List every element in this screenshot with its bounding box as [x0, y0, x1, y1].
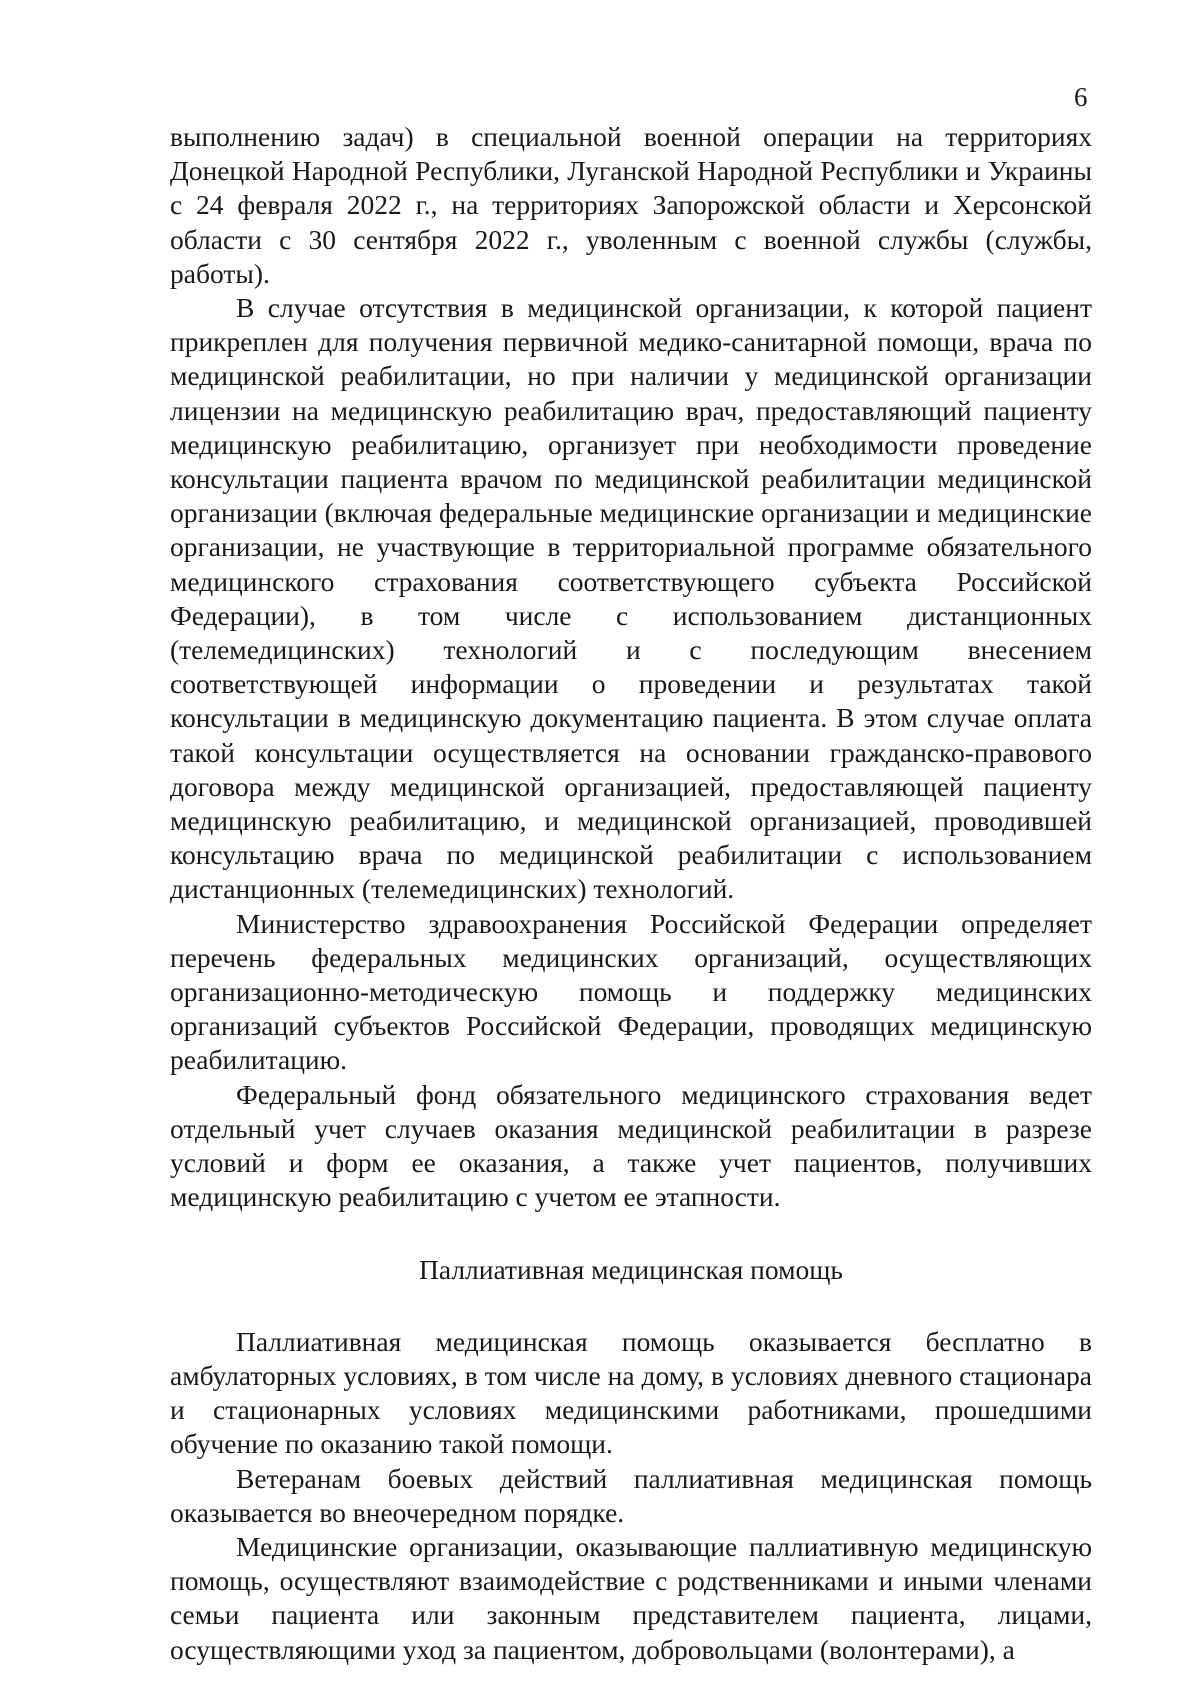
- page-number: 6: [1074, 82, 1088, 112]
- paragraph-palliative-interaction: Медицинские организации, оказывающие паллиативную медицинскую помощь, осуществляют взаимодействие с родственниками и иными членами семьи пациента или законным представителем пациента, лицами, осуществляющими уход за пациентом, добровольцами (волонтерами), а: [170, 1530, 1092, 1665]
- paragraph-ffoms-accounting: Федеральный фонд обязательного медицинского страхования ведет отдельный учет случаев оказания медицинской реабилитации в разрезе условий и форм ее оказания, а также учет пациентов, получивших медицинскую реабилитацию с учетом ее этапности.: [170, 1078, 1092, 1213]
- paragraph-palliative-veterans: Ветеранам боевых действий паллиативная медицинская помощь оказывается во внеочередном порядке.: [170, 1462, 1092, 1528]
- paragraph-palliative-free: Паллиативная медицинская помощь оказывается бесплатно в амбулаторных условиях, в том числе на дому, в условиях дневного стационара и стационарных условиях медицинскими работниками, прошедшими обучение по оказанию такой помощи.: [170, 1325, 1092, 1460]
- section-heading: Паллиативная медицинская помощь: [419, 1253, 843, 1285]
- document-body: [170, 120, 1092, 1667]
- paragraph-ministry-list: Министерство здравоохранения Российской Федерации определяет перечень федеральных медицинских организаций, осуществляющих организационно-методическую помощь и поддержку медицинских организаций субъектов Российской Федерации, проводящих медицинскую реабилитацию.: [170, 907, 1092, 1076]
- paragraph-telemedicine-consultation: В случае отсутствия в медицинской организации, к которой пациент прикреплен для получения первичной медико-санитарной помощи, врача по медицинской реабилитации, но при наличии у медицинской организации лицензии на медицинскую реабилитацию врач, предоставляющий пациенту медицинскую реабилитацию, организует при необходимости проведение консультации пациента врачом по медицинской реабилитации медицинской организации (включая федеральные медицинские организации и медицинские организации, не участвующие в территориальной программе обязательного медицинского страхования соответствующего субъекта Российской Федерации), в том числе с использованием дистанционных (телемедицинских) технологий и с последующим внесением соответствующей информации о проведении и результатах такой консультации в медицинскую документацию пациента. В этом случае оплата такой консультации осуществляется на основании гражданско-правового договора между медицинской организацией, предоставляющей пациенту медицинскую реабилитацию, и медицинской организацией, проводившей консультацию врача по медицинской реабилитации с использованием дистанционных (телемедицинских) технологий.: [170, 292, 1092, 905]
- paragraph-continuation: выполнению задач) в специальной военной операции на территориях Донецкой Народной Республики, Луганской Народной Республики и Украины с 24 февраля 2022 г., на территориях Запорожской области и Херсонской области с 30 сентября 2022 г., уволенным с военной службы (службы, работы).: [170, 121, 1092, 289]
